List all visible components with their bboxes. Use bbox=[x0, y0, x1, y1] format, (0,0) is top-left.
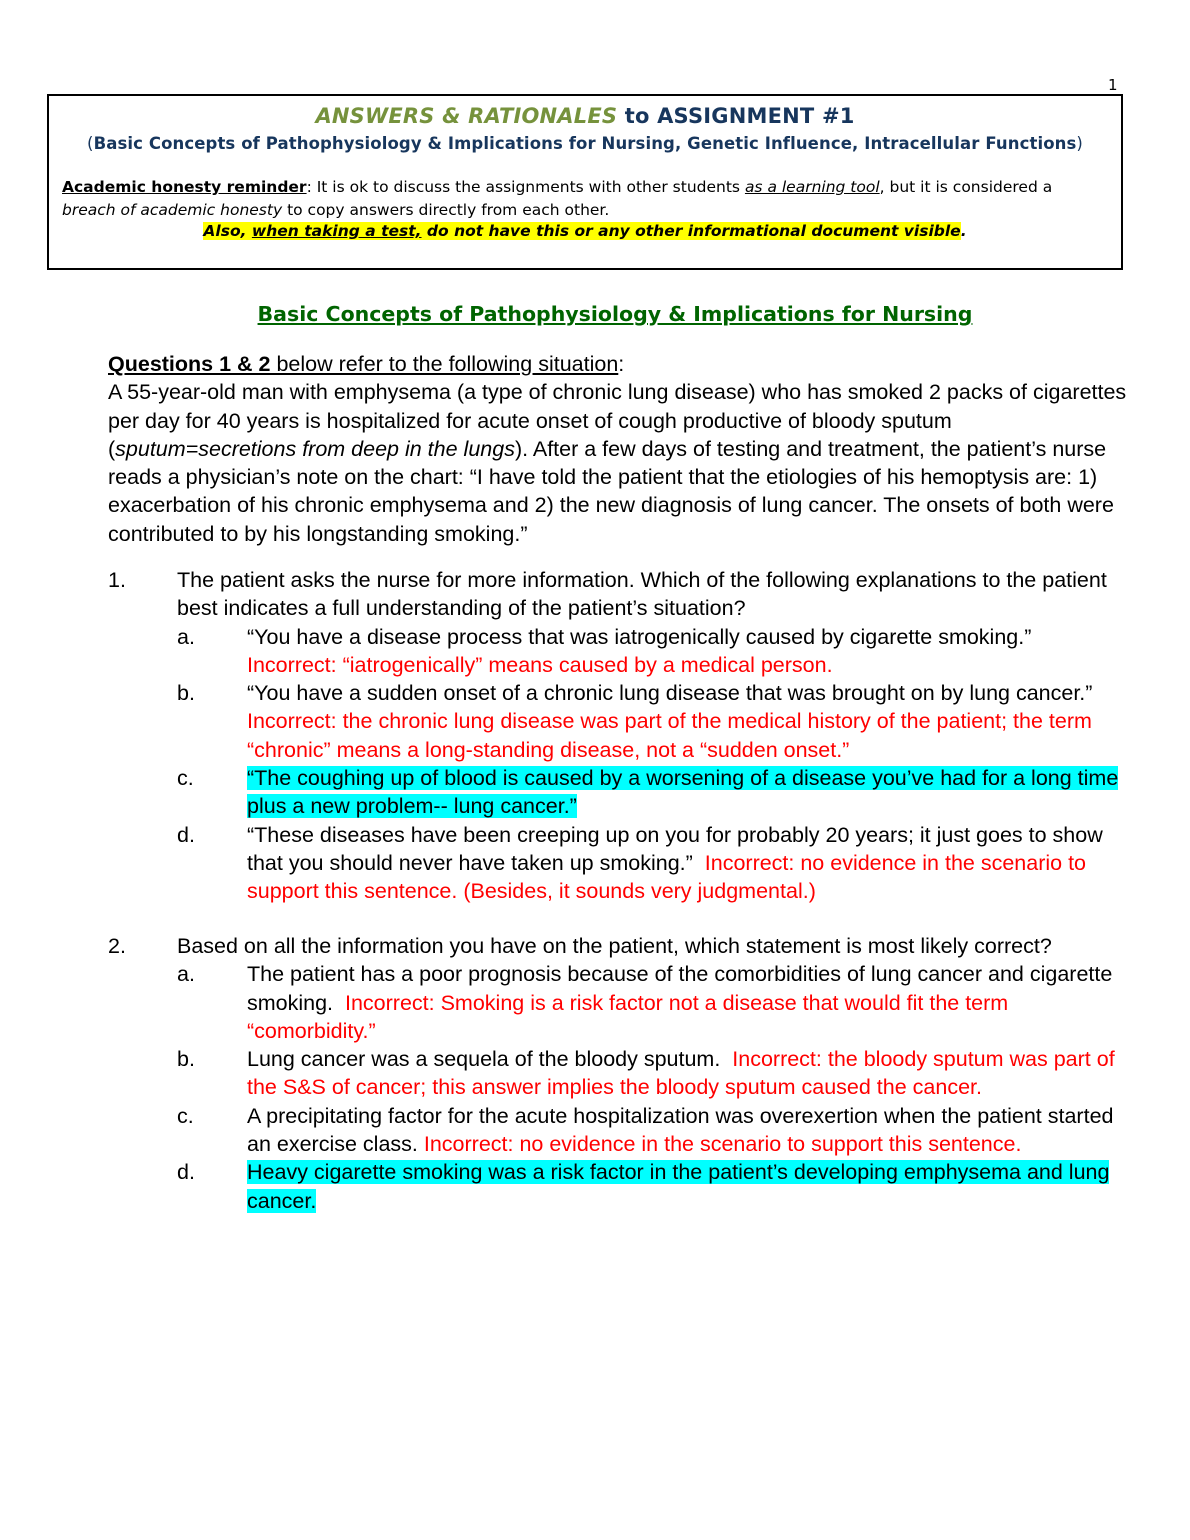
header-box bbox=[47, 94, 1123, 270]
rationale: Incorrect: “iatrogenically” means caused by a medical person. bbox=[247, 652, 833, 677]
honesty-label: Academic honesty reminder bbox=[62, 178, 307, 196]
document-subtitle: (Basic Concepts of Pathophysiology & Implications for Nursing, Genetic Influence, Intracellular Functions) bbox=[87, 134, 1083, 153]
test-warning: Also, when taking a test, do not have this or any other informational document visible. bbox=[203, 222, 967, 240]
option-b: b. “You have a sudden onset of a chronic lung disease that was brought on by lung cancer.” Incorrect: the chronic lung disease was part of the medical history of the patient; the term “chronic” means a long-standing disease, not a “sudden onset.” bbox=[177, 681, 1093, 762]
rationale: Incorrect: no evidence in the scenario to support this sentence. bbox=[423, 1132, 1022, 1157]
option-a: a. “You have a disease process that was iatrogenically caused by cigarette smoking.” Incorrect: “iatrogenically” means caused by a medical person. bbox=[177, 624, 1032, 677]
question-stem: Based on all the information you have on the patient, which statement is most likely correct? bbox=[177, 934, 1052, 958]
option-c-correct: c. “The coughing up of blood is caused by a worsening of a disease you’ve had for a long time plus a new problem-- lung cancer.” bbox=[177, 766, 1119, 819]
situation-paragraph: Questions 1 & 2 below refer to the following situation: A 55-year-old man with emphysema (a type of chronic lung disease) who has smoked 2 packs of cigarettes per day for 40 years is hospitalized for acute onset of cough productive of bloody sputum (sputum=secretions from deep in the lungs). After a few days of testing and treatment, the patient’s nurse reads a physician’s note on the chart: “I have told the patient that the etiologies of his hemoptysis are: 1) exacerbation of his chronic emphysema and 2) the new diagnosis of lung cancer. The onsets of both were contributed to by his longstanding smoking.” bbox=[108, 352, 1127, 546]
rationale: Incorrect: Smoking is a risk factor not a disease that would fit the term “comorbidity.” bbox=[247, 990, 1009, 1043]
option-d-correct: d. Heavy cigarette smoking was a risk factor in the patient’s developing emphysema and lung cancer. bbox=[177, 1160, 1110, 1213]
correct-answer: “The coughing up of blood is caused by a worsening of a disease you’ve had for a long time plus a new problem-- lung cancer.” bbox=[247, 766, 1119, 819]
title-rest: to ASSIGNMENT #1 bbox=[617, 104, 855, 128]
question-number: 2. bbox=[108, 934, 126, 958]
document-title bbox=[49, 104, 1121, 128]
situation-label: Questions 1 & 2 bbox=[108, 352, 271, 376]
rationale: Incorrect: the bloody sputum was part of the S&S of cancer; this answer implies the bloody sputum caused the cancer. bbox=[247, 1047, 1115, 1100]
question-number: 1. bbox=[108, 568, 126, 592]
option-c: c. A precipitating factor for the acute hospitalization was overexertion when the patient started an exercise class. Incorrect: no evidence in the scenario to support this sentence. bbox=[177, 1103, 1114, 1157]
title-italic: ANSWERS & RATIONALES bbox=[315, 104, 618, 128]
question-stem: The patient asks the nurse for more information. Which of the following explanations to the patient best indicates a full understanding of the patient’s situation? bbox=[177, 568, 1107, 621]
rationale: Incorrect: no evidence in the scenario to support this sentence. (Besides, it sounds very judgmental.) bbox=[247, 850, 1087, 904]
honesty-reminder: Academic honesty reminder: It is ok to discuss the assignments with other students as a learning tool, but it is considered a breach of academic honesty to copy answers directly from each other. bbox=[62, 178, 1053, 219]
rationale: Incorrect: the chronic lung disease was part of the medical history of the patient; the term “chronic” means a long-standing disease, not a “sudden onset.” bbox=[247, 709, 1092, 762]
section-title: Basic Concepts of Pathophysiology & Implications for Nursing bbox=[257, 302, 973, 326]
question-1 bbox=[108, 566, 1128, 906]
option-a: a. The patient has a poor prognosis because of the comorbidities of lung cancer and cigarette smoking. Incorrect: Smoking is a risk factor not a disease that would fit the term “comorbidity.” bbox=[177, 962, 1113, 1043]
page-number: 1 bbox=[1108, 76, 1118, 94]
correct-answer: Heavy cigarette smoking was a risk factor in the patient’s developing emphysema and lung cancer. bbox=[247, 1160, 1110, 1213]
option-d: d. “These diseases have been creeping up on you for probably 20 years; it just goes to show that you should never have taken up smoking.” Incorrect: no evidence in the scenario to support this sentence. (Besides, it sounds very judgmental.) bbox=[177, 822, 1103, 904]
option-b: b. Lung cancer was a sequela of the bloody sputum. Incorrect: the bloody sputum was part of the S&S of cancer; this answer implies the bloody sputum caused the cancer. bbox=[177, 1047, 1115, 1100]
question-2 bbox=[108, 932, 1128, 1215]
